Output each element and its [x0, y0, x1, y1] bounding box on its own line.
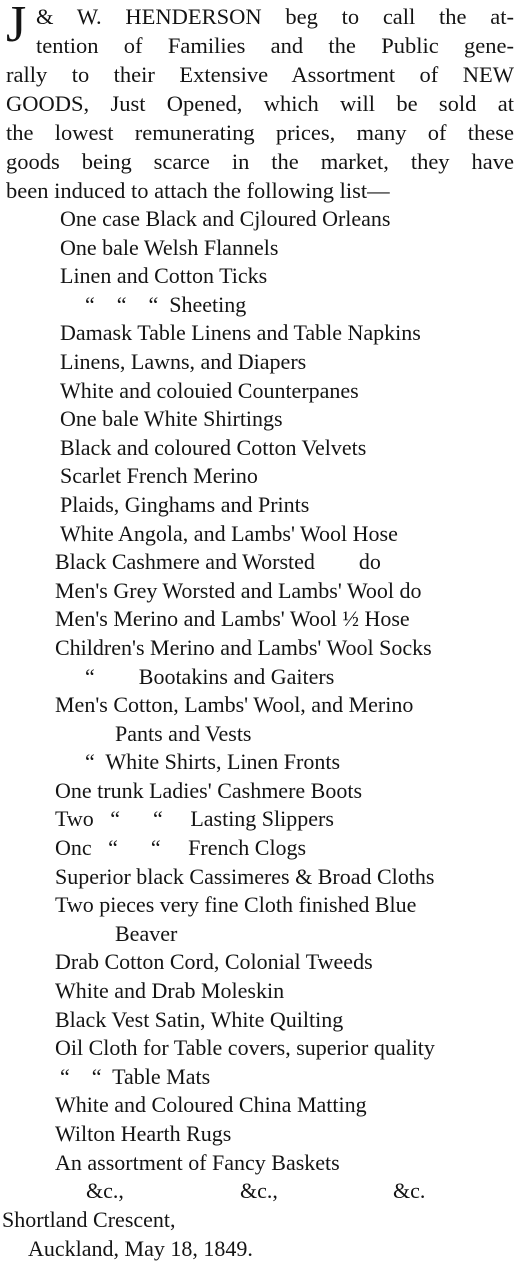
list-item: Beaver	[115, 920, 178, 946]
list-item: Scarlet French Merino	[60, 463, 258, 489]
list-item: Linens, Lawns, and Diapers	[60, 348, 307, 374]
list-item: An assortment of Fancy Baskets	[55, 1149, 340, 1175]
list-item: Two “ “ Lasting Slippers	[55, 806, 334, 832]
intro-line: the lowest remunerating prices, many of these	[6, 120, 514, 145]
dateline: Auckland, May 18, 1849.	[28, 1236, 253, 1261]
intro-line: been induced to attach the following list—	[6, 178, 390, 203]
closing-block	[0, 1176, 521, 1263]
list-item: White and colouied Counterpanes	[60, 377, 359, 403]
list-item: “ “ Table Mats	[60, 1063, 211, 1089]
list-item: “ White Shirts, Linen Fronts	[85, 749, 341, 775]
list-item: Men's Cotton, Lambs' Wool, and Merino	[55, 692, 414, 718]
intro-line: GOODS, Just Opened, which will be sold at	[6, 91, 514, 116]
list-item: Superior black Cassimeres & Broad Cloths	[55, 863, 435, 889]
intro-line: tention of Families and the Public gene-	[36, 33, 514, 58]
list-item: One bale White Shirtings	[60, 406, 283, 432]
list-item: One trunk Ladies' Cashmere Boots	[55, 777, 363, 803]
list-item: “ “ “ Sheeting	[85, 291, 247, 317]
list-item: Men's Grey Worsted and Lambs' Wool do	[55, 577, 422, 603]
list-item: White Angola, and Lambs' Wool Hose	[60, 520, 398, 546]
list-item: White and Drab Moleskin	[55, 978, 285, 1004]
list-item: Black Cashmere and Worsted do	[55, 549, 381, 575]
list-item: Oil Cloth for Table covers, superior quality	[55, 1035, 435, 1061]
list-item: One bale Welsh Flannels	[60, 234, 279, 260]
goods-list	[0, 205, 521, 1177]
list-item: “ Bootakins and Gaiters	[85, 663, 335, 689]
intro-paragraph	[6, 2, 514, 205]
intro-line: & W. HENDERSON beg to call the at-	[36, 4, 514, 29]
address-line: Shortland Crescent,	[2, 1207, 176, 1232]
list-item: Men's Merino and Lambs' Wool ½ Hose	[55, 606, 410, 632]
intro-line: rally to their Extensive Assortment of NEW	[6, 62, 514, 87]
list-item: Plaids, Ginghams and Prints	[60, 491, 310, 517]
list-item: Children's Merino and Lambs' Wool Socks	[55, 634, 432, 660]
list-item: Two pieces very fine Cloth finished Blue	[55, 892, 417, 918]
list-item: White and Coloured China Matting	[55, 1092, 367, 1118]
drop-cap: J	[6, 0, 27, 53]
list-item: One case Black and Cjloured Orleans	[60, 206, 391, 231]
etc-mark: &c.,	[240, 1178, 278, 1203]
etc-mark: &c.,	[86, 1178, 124, 1203]
intro-line: goods being scarce in the market, they have	[6, 149, 514, 174]
list-item: Damask Table Linens and Table Napkins	[60, 320, 421, 346]
list-item: Black Vest Satin, White Quilting	[55, 1006, 344, 1032]
etc-row	[0, 1176, 521, 1205]
list-item: Drab Cotton Cord, Colonial Tweeds	[55, 949, 373, 975]
list-item: Linen and Cotton Ticks	[60, 263, 268, 289]
etc-mark: &c.	[393, 1178, 426, 1203]
list-item: Pants and Vests	[115, 720, 252, 746]
list-item: Wilton Hearth Rugs	[55, 1121, 232, 1146]
list-item: Onc “ “ French Clogs	[55, 835, 307, 861]
list-item: Black and coloured Cotton Velvets	[60, 434, 367, 460]
